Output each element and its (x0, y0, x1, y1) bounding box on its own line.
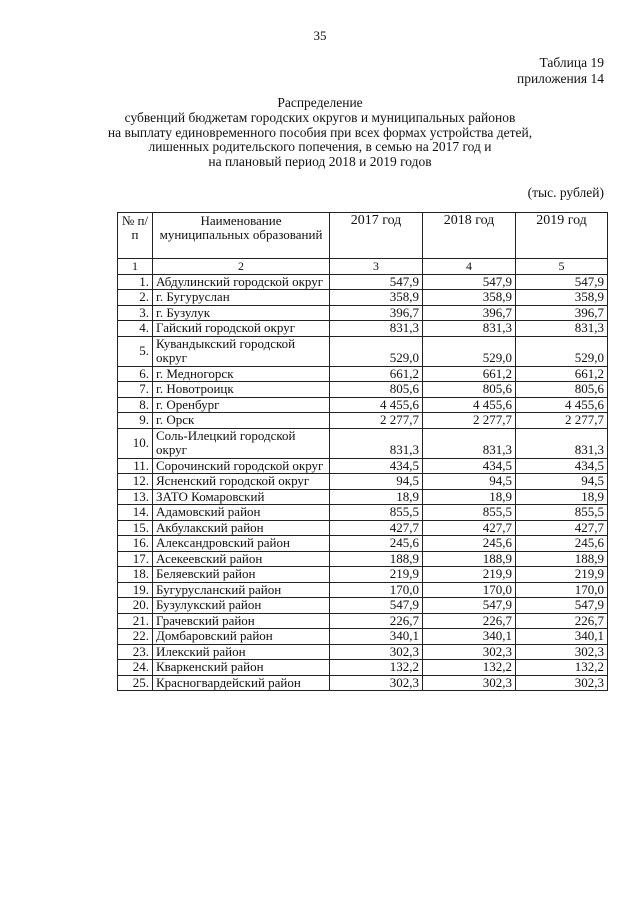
value-2019: 358,9 (516, 290, 608, 306)
value-2018: 170,0 (423, 582, 516, 598)
municipality-name: г. Медногорск (153, 366, 330, 382)
municipality-name: Абдулинский городской округ (153, 274, 330, 290)
column-index: 2 (153, 259, 330, 275)
table-row (118, 382, 608, 398)
value-2017: 132,2 (330, 660, 423, 676)
value-2018: 4 455,6 (423, 397, 516, 413)
value-2017: 4 455,6 (330, 397, 423, 413)
table-row (118, 598, 608, 614)
subsidy-table (117, 212, 608, 691)
heading-line-2: субвенций бюджетам городских округов и муниципальных районов (124, 109, 516, 125)
value-2019: 427,7 (516, 520, 608, 536)
value-2018: 805,6 (423, 382, 516, 398)
value-2019: 805,6 (516, 382, 608, 398)
row-number: 5. (118, 336, 153, 366)
value-2019: 302,3 (516, 644, 608, 660)
municipality-name: Бугурусланский район (153, 582, 330, 598)
row-number: 1. (118, 274, 153, 290)
value-2018: 529,0 (423, 336, 516, 366)
units-label: (тыс. рублей) (527, 185, 604, 200)
value-2018: 831,3 (423, 321, 516, 337)
value-2017: 2 277,7 (330, 413, 423, 429)
heading-line-3: на выплату единовременного пособия при всех формах устройства детей, (107, 124, 533, 140)
value-2017: 226,7 (330, 613, 423, 629)
municipality-name: Бузулукский район (153, 598, 330, 614)
municipality-name: ЗАТО Комаровский (153, 489, 330, 505)
municipality-name: Илекский район (153, 644, 330, 660)
value-2018: 547,9 (423, 598, 516, 614)
table-row (118, 489, 608, 505)
row-number: 12. (118, 474, 153, 490)
header-2017: 2017 год (330, 213, 423, 259)
municipality-name: г. Орск (153, 413, 330, 429)
row-number: 9. (118, 413, 153, 429)
value-2017: 340,1 (330, 629, 423, 645)
table-row (118, 397, 608, 413)
value-2019: 831,3 (516, 321, 608, 337)
table-row (118, 321, 608, 337)
table-row (118, 458, 608, 474)
heading-line-1: Распределение (277, 95, 363, 110)
column-index: 3 (330, 259, 423, 275)
municipality-name: г. Бузулук (153, 305, 330, 321)
value-2019: 547,9 (516, 598, 608, 614)
value-2018: 302,3 (423, 675, 516, 691)
municipality-name: Домбаровский район (153, 629, 330, 645)
column-index: 5 (516, 259, 608, 275)
value-2019: 434,5 (516, 458, 608, 474)
heading-line-4: лишенных родительского попечения, в семью на 2017 год и (148, 139, 492, 155)
row-number: 16. (118, 536, 153, 552)
value-2018: 434,5 (423, 458, 516, 474)
municipality-name: г. Бугуруслан (153, 290, 330, 306)
table-row (118, 413, 608, 429)
value-2018: 219,9 (423, 567, 516, 583)
table-row (118, 366, 608, 382)
row-number: 25. (118, 675, 153, 691)
value-2018: 547,9 (423, 274, 516, 290)
municipality-name: Грачевский район (153, 613, 330, 629)
row-number: 8. (118, 397, 153, 413)
header-2018: 2018 год (423, 213, 516, 259)
value-2017: 94,5 (330, 474, 423, 490)
value-2019: 2 277,7 (516, 413, 608, 429)
value-2019: 661,2 (516, 366, 608, 382)
municipality-name: г. Оренбург (153, 397, 330, 413)
row-number: 14. (118, 505, 153, 521)
value-2019: 18,9 (516, 489, 608, 505)
value-2019: 226,7 (516, 613, 608, 629)
row-number: 24. (118, 660, 153, 676)
table-row (118, 613, 608, 629)
header-name: Наименование муниципальных образований (153, 213, 330, 259)
row-number: 17. (118, 551, 153, 567)
column-index: 4 (423, 259, 516, 275)
table-row (118, 274, 608, 290)
value-2019: 219,9 (516, 567, 608, 583)
value-2017: 434,5 (330, 458, 423, 474)
value-2018: 340,1 (423, 629, 516, 645)
table-reference (517, 55, 604, 87)
table-row (118, 551, 608, 567)
header-2019: 2019 год (516, 213, 608, 259)
municipality-name: Акбулакский район (153, 520, 330, 536)
column-index: 1 (118, 259, 153, 275)
value-2018: 302,3 (423, 644, 516, 660)
value-2019: 245,6 (516, 536, 608, 552)
value-2017: 805,6 (330, 382, 423, 398)
row-number: 6. (118, 366, 153, 382)
municipality-name: Александровский район (153, 536, 330, 552)
value-2017: 547,9 (330, 274, 423, 290)
table-row (118, 644, 608, 660)
value-2018: 132,2 (423, 660, 516, 676)
municipality-name: Гайский городской округ (153, 321, 330, 337)
row-number: 7. (118, 382, 153, 398)
row-number: 18. (118, 567, 153, 583)
value-2019: 4 455,6 (516, 397, 608, 413)
value-2018: 94,5 (423, 474, 516, 490)
municipality-name: Адамовский район (153, 505, 330, 521)
row-number: 22. (118, 629, 153, 645)
value-2017: 547,9 (330, 598, 423, 614)
table-row (118, 305, 608, 321)
value-2018: 358,9 (423, 290, 516, 306)
table-row (118, 582, 608, 598)
row-number: 10. (118, 428, 153, 458)
value-2019: 188,9 (516, 551, 608, 567)
value-2017: 219,9 (330, 567, 423, 583)
municipality-name: Асекеевский район (153, 551, 330, 567)
municipality-name: Кувандыкский городской округ (153, 336, 330, 366)
value-2018: 831,3 (423, 428, 516, 458)
table-row (118, 428, 608, 458)
row-number: 19. (118, 582, 153, 598)
value-2017: 18,9 (330, 489, 423, 505)
value-2018: 188,9 (423, 551, 516, 567)
value-2017: 831,3 (330, 428, 423, 458)
municipality-name: Красногвардейский район (153, 675, 330, 691)
table-body (118, 274, 608, 691)
value-2019: 132,2 (516, 660, 608, 676)
row-number: 3. (118, 305, 153, 321)
value-2018: 396,7 (423, 305, 516, 321)
value-2019: 170,0 (516, 582, 608, 598)
value-2018: 2 277,7 (423, 413, 516, 429)
value-2017: 529,0 (330, 336, 423, 366)
value-2018: 855,5 (423, 505, 516, 521)
value-2018: 427,7 (423, 520, 516, 536)
value-2019: 547,9 (516, 274, 608, 290)
value-2019: 94,5 (516, 474, 608, 490)
table-row (118, 336, 608, 366)
value-2019: 529,0 (516, 336, 608, 366)
table-row (118, 536, 608, 552)
value-2017: 396,7 (330, 305, 423, 321)
value-2019: 302,3 (516, 675, 608, 691)
row-number: 21. (118, 613, 153, 629)
table-header-row (118, 213, 608, 259)
column-index-row (118, 259, 608, 275)
value-2017: 855,5 (330, 505, 423, 521)
row-number: 2. (118, 290, 153, 306)
value-2018: 245,6 (423, 536, 516, 552)
table-row (118, 505, 608, 521)
row-number: 4. (118, 321, 153, 337)
table-row (118, 290, 608, 306)
row-number: 15. (118, 520, 153, 536)
municipality-name: г. Новотроицк (153, 382, 330, 398)
row-number: 20. (118, 598, 153, 614)
table-row (118, 629, 608, 645)
value-2018: 18,9 (423, 489, 516, 505)
table-row (118, 675, 608, 691)
value-2019: 855,5 (516, 505, 608, 521)
page-number: 35 (313, 28, 327, 43)
document-heading (40, 96, 600, 170)
value-2017: 358,9 (330, 290, 423, 306)
row-number: 11. (118, 458, 153, 474)
header-number: № п/п (118, 213, 153, 259)
table-row (118, 474, 608, 490)
value-2017: 302,3 (330, 675, 423, 691)
municipality-name: Кваркенский район (153, 660, 330, 676)
value-2017: 188,9 (330, 551, 423, 567)
value-2018: 661,2 (423, 366, 516, 382)
value-2018: 226,7 (423, 613, 516, 629)
row-number: 23. (118, 644, 153, 660)
table-reference-line-2: приложения 14 (516, 71, 604, 86)
municipality-name: Ясненский городской округ (153, 474, 330, 490)
table-reference-line-1: Таблица 19 (539, 55, 604, 70)
municipality-name: Соль-Илецкий городской округ (153, 428, 330, 458)
heading-line-5: на плановый период 2018 и 2019 годов (208, 154, 432, 170)
table-row (118, 520, 608, 536)
table-row (118, 660, 608, 676)
table-row (118, 567, 608, 583)
value-2017: 245,6 (330, 536, 423, 552)
value-2017: 831,3 (330, 321, 423, 337)
value-2019: 396,7 (516, 305, 608, 321)
value-2017: 427,7 (330, 520, 423, 536)
value-2017: 170,0 (330, 582, 423, 598)
value-2017: 661,2 (330, 366, 423, 382)
row-number: 13. (118, 489, 153, 505)
value-2019: 831,3 (516, 428, 608, 458)
value-2019: 340,1 (516, 629, 608, 645)
value-2017: 302,3 (330, 644, 423, 660)
municipality-name: Беляевский район (153, 567, 330, 583)
municipality-name: Сорочинский городской округ (153, 458, 330, 474)
